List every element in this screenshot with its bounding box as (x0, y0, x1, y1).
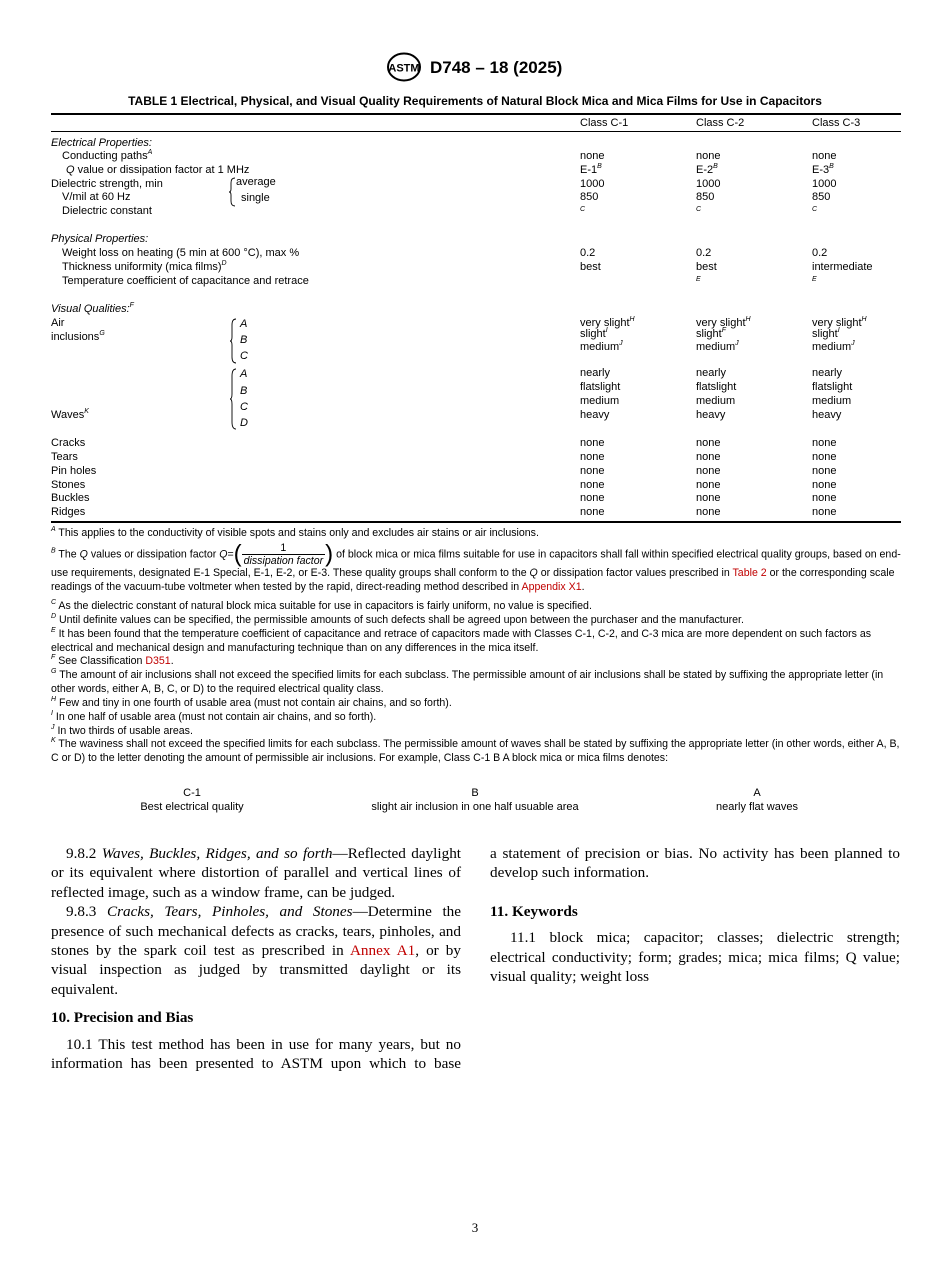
footnote-a: $^A$ This applies to the conductivity of visible spots and stains only and excludes air stains or air inclusions. (51, 526, 539, 539)
wave-letter-d: D (240, 417, 248, 429)
defect-stones-c1: none (580, 479, 605, 491)
defect-label-stones: Stones (51, 479, 86, 491)
single-label: single (241, 192, 270, 204)
electrical-heading: Electrical Properties: (51, 137, 152, 149)
defect-label-ridges: Ridges (51, 506, 86, 518)
weight-loss-c3: 0.2 (812, 247, 828, 259)
footnote-d: $^D$ Until definite values can be specified, the permissible amounts of such defects shall be agreed upon between the purchaser and the manufacturer. (51, 613, 744, 626)
vmil-label: V/mil at 60 Hz (62, 191, 131, 203)
dielectric-strength-label: Dielectric strength, min (51, 178, 163, 190)
left-column (51, 844, 461, 1073)
astm-logo-text: ASTM (388, 62, 420, 75)
paragraph-10-1: 10.1 This test method has been in use for many years, but no information has been presented to ASTM upon which to base (51, 1035, 461, 1073)
conducting-c3: none (812, 150, 837, 162)
defect-label-tears: Tears (51, 451, 78, 463)
wave-c2-d: heavy (696, 409, 726, 421)
example-desc-2: slight air inclusion in one half usuable area (371, 801, 579, 813)
q-value-label: Q value or dissipation factor at 1 MHz (66, 164, 250, 176)
defect-pinholes-c3: none (812, 465, 837, 477)
thickness-label: Thickness uniformity (mica films)$^D$ (62, 260, 227, 273)
page-number: 3 (471, 1220, 479, 1235)
air-c2-c: medium$^J$ (696, 340, 739, 353)
annex-a1-link[interactable]: Annex A1 (349, 942, 416, 960)
inclusions-label: inclusions$^G$ (51, 330, 105, 343)
example-code-2: B (471, 787, 479, 799)
air-c1-a: very slight$^H$ (580, 316, 635, 329)
single-c1: 850 (580, 191, 599, 203)
defect-tears-c2: none (696, 451, 721, 463)
defect-ridges-c3: none (812, 506, 837, 518)
weight-loss-label: Weight loss on heating (5 min at 600 °C), max % (62, 247, 300, 259)
dielectric-note-c3: C (812, 206, 818, 213)
column-header-c2: Class C-2 (696, 117, 745, 129)
defect-cracks-c3: none (812, 437, 837, 449)
wave-c2-a: nearly (696, 367, 726, 379)
wave-c1-a: nearly (580, 367, 610, 379)
wave-c2-b: flatslight (696, 381, 737, 393)
wave-c3-a: nearly (812, 367, 842, 379)
column-header-c1: Class C-1 (580, 117, 629, 129)
visual-heading: Visual Qualities:$^F$ (51, 302, 134, 315)
paragraph-9-8-3: 9.8.3 Cracks, Tears, Pinholes, and Stones—Determine the presence of such mechanical defects as cracks, tears, pinholes, and stones by the spark coil test as prescribed in Annex A1, or by visual inspection as judged by transmitted daylight or its equivalent. (51, 903, 461, 998)
physical-heading: Physical Properties: (51, 233, 149, 245)
air-c3-b: slight$^I$ (812, 327, 840, 340)
astm-logo (386, 52, 422, 82)
appendix-x1-link[interactable]: Appendix X1 (521, 580, 582, 593)
table-top-rule (51, 113, 901, 115)
conducting-paths-label: Conducting paths$^A$ (62, 149, 153, 162)
dielectric-brace (228, 177, 236, 207)
example-desc-3: nearly flat waves (716, 801, 798, 813)
defect-ridges-c1: none (580, 506, 605, 518)
waves-brace (229, 368, 237, 430)
conducting-c2: none (696, 150, 721, 162)
conducting-c1: none (580, 150, 605, 162)
wave-c3-b: flatslight (812, 381, 853, 393)
right-column (490, 844, 900, 883)
air-c1-b: slight$^I$ (580, 327, 608, 340)
footnote-g: $^G$ The amount of air inclusions shall not exceed the specified limits for each subclass. The permissible amount of air inclusions shall be stated by suffixing the appropriate letter (in other words, either A, B, C, or D) to the required electrical quality class. (51, 668, 884, 695)
average-c1: 1000 (580, 178, 605, 190)
defect-label-cracks: Cracks (51, 437, 86, 449)
footnote-i: $^I$ In one half of usable area (must not contain air chains, and so forth). (51, 710, 377, 723)
wave-letter-c: C (240, 401, 248, 413)
weight-loss-c1: 0.2 (580, 247, 596, 259)
wave-c1-b: flatslight (580, 381, 621, 393)
defect-pinholes-c1: none (580, 465, 605, 477)
footnote-j: $^J$ In two thirds of usable areas. (51, 724, 193, 737)
dielectric-note-c2: C (696, 206, 702, 213)
defect-cracks-c2: none (696, 437, 721, 449)
air-c3-c: medium$^J$ (812, 340, 855, 353)
defect-ridges-c2: none (696, 506, 721, 518)
q-value-c2: $E-2^B$ (696, 163, 718, 176)
air-letter-c: C (240, 350, 248, 362)
right-column-keywords (490, 902, 900, 987)
example-code-3: A (753, 787, 761, 799)
defect-buckles-c1: none (580, 492, 605, 504)
air-label: Air (51, 317, 65, 329)
table-bottom-rule (51, 521, 901, 523)
wave-c3-c: medium (812, 395, 852, 407)
section-11-heading: 11. Keywords (490, 903, 578, 920)
dissipation-fraction: $\frac{1}{\text{dissipation factor}}$ (243, 542, 324, 567)
air-c1-c: medium$^J$ (580, 340, 623, 353)
air-c2-b: slight$^F$ (696, 327, 726, 340)
defect-label-pinholes: Pin holes (51, 465, 97, 477)
air-letter-a: A (240, 318, 248, 330)
table-title: TABLE 1 Electrical, Physical, and Visual Quality Requirements of Natural Block Mica and Mica Films for Use in Capacitors (128, 94, 822, 108)
wave-letter-b: B (240, 385, 248, 397)
defect-stones-c3: none (812, 479, 837, 491)
section-10-heading: 10. Precision and Bias (51, 1009, 194, 1027)
example-code-1: C-1 (183, 787, 201, 799)
thickness-c3: intermediate (812, 261, 873, 273)
defect-stones-c2: none (696, 479, 721, 491)
footnote-b: $^B$ The Q values or dissipation factor Q=( $\frac{1}{\text{dissipation factor}}$ ) of block mica or mica films suitable for use in capacitors shall fall within specified electrical quality groups, based on end-use requirements, designated E-1 Special, E-1, E-2, or E-3. These quality groups shall conform to the Q or dissipation factor values prescribed in Table 2 or the corresponding scale readings of the vacuum-tube voltmeter when tested by the rapid, direct-reading method described in Appendix X1. (51, 540, 901, 593)
wave-letter-a: A (240, 368, 248, 380)
wave-c1-d: heavy (580, 409, 610, 421)
defect-buckles-c2: none (696, 492, 721, 504)
defect-cracks-c1: none (580, 437, 605, 449)
single-c2: 850 (696, 191, 715, 203)
defect-label-buckles: Buckles (51, 492, 90, 504)
defect-buckles-c3: none (812, 492, 837, 504)
paragraph-10-1-continued: a statement of precision or bias. No activity has been planned to develop such information. (490, 845, 900, 882)
temp-coeff-label: Temperature coefficient of capacitance and retrace (62, 275, 309, 287)
wave-c2-c: medium (696, 395, 736, 407)
weight-loss-c2: 0.2 (696, 247, 712, 259)
single-c3: 850 (812, 191, 831, 203)
air-c2-a: very slight$^H$ (696, 316, 751, 329)
footnote-k: $^K$ The waviness shall not exceed the specified limits for each subclass. The permissible amount of waves shall be stated by suffixing the appropriate letter (in other words, either A, B, C or D) to the letter denoting the amount of permissible air inclusions. For example, Class C-1 B A block mica or mica films denotes: (51, 737, 900, 764)
defect-tears-c1: none (580, 451, 605, 463)
footnote-e: $^E$ It has been found that the temperature coefficient of capacitance and retrace of capacitors made with Classes C-1, C-2, and C-3 mica are more dependent on such factors as electrical and mechanical design and manufacturing technique than on any differences in the mica itself. (51, 627, 872, 654)
waves-label: Waves$^K$ (51, 408, 89, 421)
air-c3-a: very slight$^H$ (812, 316, 867, 329)
temp-note-c2: E (696, 276, 701, 283)
column-header-c3: Class C-3 (812, 117, 861, 129)
paragraph-11-1: 11.1 block mica; capacitor; classes; dielectric strength; electrical conductivity; form; grades; mica; mica films; Q value; visual quality; weight loss (490, 929, 900, 986)
example-desc-1: Best electrical quality (140, 801, 244, 813)
wave-c1-c: medium (580, 395, 620, 407)
thickness-c2: best (696, 261, 717, 273)
q-value-c1: $E-1^B$ (580, 163, 602, 176)
average-label: average (236, 176, 276, 188)
document-id: D748 – 18 (2025) (430, 58, 563, 77)
dielectric-constant-label: Dielectric constant (62, 205, 152, 217)
air-letter-b: B (240, 334, 248, 346)
q-value-c3: $E-3^B$ (812, 163, 834, 176)
temp-note-c3: E (812, 276, 817, 283)
defect-pinholes-c2: none (696, 465, 721, 477)
wave-c3-d: heavy (812, 409, 842, 421)
table-header-rule (51, 131, 901, 132)
footnote-f: $^F$ See Classification D351. (51, 654, 174, 667)
table-2-link[interactable]: Table 2 (732, 567, 767, 579)
paragraph-9-8-2: 9.8.2 Waves, Buckles, Ridges, and so forth—Reflected daylight or its equivalent where distortion of parallel and vertical lines of reflected image, such as a window frame, can be judged. (51, 845, 462, 901)
air-inclusion-brace (229, 318, 237, 364)
d351-link[interactable]: D351 (145, 655, 171, 667)
average-c2: 1000 (696, 178, 721, 190)
average-c3: 1000 (812, 178, 837, 190)
footnote-c: $^C$ As the dielectric constant of natural block mica suitable for use in capacitors is fairly uniform, no value is specified. (51, 599, 592, 612)
defect-tears-c3: none (812, 451, 837, 463)
thickness-c1: best (580, 261, 601, 273)
footnote-h: $^H$ Few and tiny in one fourth of usable area (must not contain air chains, and so forth). (51, 696, 452, 709)
dielectric-note-c1: C (580, 206, 586, 213)
